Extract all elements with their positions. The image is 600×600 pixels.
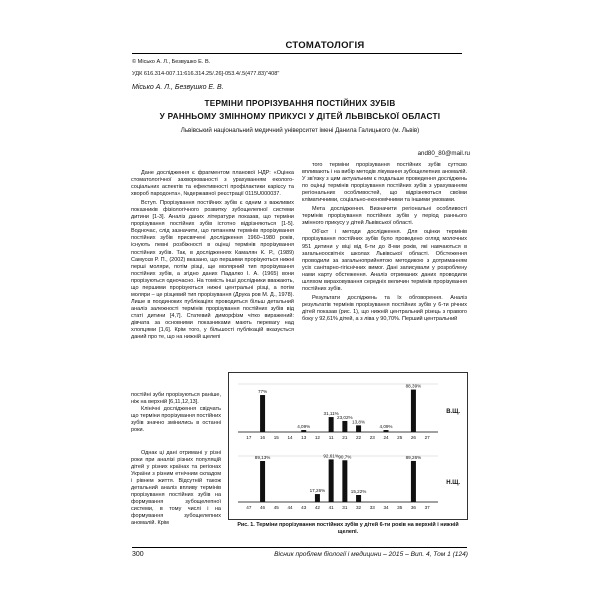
bar bbox=[356, 425, 361, 432]
left-narrow-column-2 bbox=[131, 450, 221, 528]
institution: Львівський національний медичний університет імені Данила Галицького (м. Львів) bbox=[180, 127, 420, 134]
bar bbox=[342, 421, 347, 432]
tick-label: 21 bbox=[342, 435, 348, 440]
tick-label: 42 bbox=[314, 505, 320, 510]
paragraph: Клінічні дослідження свідчать що терміни прорізування постійних зубів значно змінились в останні роки. bbox=[131, 406, 221, 434]
paragraph: постійні зуби прорізуються раніше, ніж на верхній [6,11,12,13]. bbox=[131, 392, 221, 406]
panel-title: В.Щ. bbox=[446, 409, 460, 415]
paragraph: Дане дослідження є фрагментом планової НДР: «Оцінка стоматологічної захворюваності з урахуванням еколого-соціальних аспектів та ефективності профілактики карієсу та хвороб пародонта», №державної реєстрації 0115U000037. bbox=[131, 170, 294, 198]
tick-label: 46 bbox=[260, 505, 266, 510]
bar bbox=[411, 390, 416, 432]
tick-label: 17 bbox=[246, 435, 252, 440]
udk-code: УДК 616.314-007.11:616.314.25/.26]-053.4/.5(477.83)"408" bbox=[132, 71, 280, 77]
paragraph: того терміни прорізування постійних зубів суттєво впливають і на вибір методів лікування зубощелепних аномалій. У зв'язку з цим актуальним є подальше проведення досліджень по оцінці термінів прорізування постійних зубів з урахуванням регіональних особливостей, що відрізняються своїми кліматичними, соціально-економічними та іншими умовами. bbox=[302, 162, 467, 204]
tick-label: 16 bbox=[260, 435, 266, 440]
tick-label: 43 bbox=[301, 505, 307, 510]
panel-title: Н.Щ. bbox=[446, 480, 460, 486]
bar bbox=[301, 430, 306, 432]
copyright: © Місько А. Л., Безвушко Е. В. bbox=[132, 59, 211, 65]
data-label: 13,8% bbox=[352, 419, 366, 425]
tick-label: 37 bbox=[424, 505, 430, 510]
data-label: 88,39% bbox=[405, 383, 422, 389]
bar bbox=[384, 430, 389, 432]
paragraph: Однак ці дані отримані у різні роки при аналізі різних популяцій дітей у різних країнах та регіонах України з різним етнічним складом і рівнем життя. Відсутній також детальний аналіз впливу термінів прорізування постійних зубів на формування зубощелепної системи, в тому числі і на формування зубощелепних аномалій. Крім bbox=[131, 450, 221, 527]
tick-label: 27 bbox=[424, 435, 430, 440]
paragraph: Вступ. Прорізування постійних зубів є одним з важливих показників фізіологічного розвитку зубощелепної системи дитини [1-3]. Аналіз даних літератури показав, що терміни прорізування постійних зубів істотно відрізняються [1-5]. Водночас, слід зазначити, що питанням термінів прорізування постійних зубів присвячені дослідження 1960–1980 років, існують певні розбіжності в оцінці термінів прорізування постійних зубів. Так, в дослідженнях Камалян К. Р., (1989) Самусєв Р. П., (2002) вказано, що першими прорізуються нижні перші моляри, потім різці, ще молярний тип прорізування постійних зубів, а згідно даних Падалко І. А. (1965) вони прорізуються одночасно. На томість інші дослідники вважають, що першими прорізуються нижні центральні різці, а потім моляри – це різцевий тип прорізування (Друка ров М. Д., 1978). Лише в поодиноких публікаціях проводиться більш детальний аналіз залежності термінів прорізування постійних зубів від статі дитини [4,7]. Статевий диморфізм чітко виражений: дівчата за основними показниками мають перевагу над хлопцями [1,6]. Крім того, у більшості публікацій вказується даний про те, що на нижній щелепі bbox=[131, 200, 294, 341]
bar bbox=[329, 417, 334, 432]
data-label: 4,09% bbox=[379, 424, 393, 430]
tick-label: 34 bbox=[383, 505, 389, 510]
data-label: 92,61% bbox=[323, 453, 339, 459]
journal-name: Вісник проблем біології і медицини – 2015 – Вип. 4, Том 1 (124) bbox=[274, 551, 468, 558]
tick-label: 11 bbox=[328, 435, 334, 440]
tick-label: 44 bbox=[287, 505, 293, 510]
data-label: 4,09% bbox=[297, 424, 311, 430]
tick-label: 15 bbox=[273, 435, 279, 440]
figure-caption: Рис. 1. Терміни прорізування постійних зубів у дітей 6-ти років на верхній і нижній щелепі. bbox=[237, 522, 459, 535]
paragraph: Мета дослідження. Визначити регіональні особливості термінів прорізування постійних зубів у період раннього змінного прикусу у дітей Львівської області. bbox=[302, 206, 467, 227]
paragraph: Об'єкт і методи дослідження. Для оцінки термінів прорізування постійних зубів було проведено огляд молочних 951 дитини у віці від 6-ти до 8-ми років, які навчаються в загальноосвітніх школах Львівської області. Обстеження проводили за загальноприйнятою методикою з дотриманням усіх санітарно-гігієнічних вимог. Дані записували у розроблену нами карту обстеження. Аналіз отриманих даних проводили шляхом вираховування середніх величин термінів прорізування постійних зубів. bbox=[302, 229, 467, 292]
right-column bbox=[302, 162, 467, 323]
article-title-line1: ТЕРМІНИ ПРОРІЗУВАННЯ ПОСТІЙНИХ ЗУБІВ bbox=[204, 99, 396, 108]
figure-chart bbox=[228, 372, 468, 520]
tick-label: 25 bbox=[397, 435, 403, 440]
data-label: 17,26% bbox=[309, 488, 326, 494]
data-label: 23,02% bbox=[337, 414, 353, 420]
tick-label: 14 bbox=[287, 435, 293, 440]
data-label: 90,7% bbox=[338, 454, 352, 460]
tick-label: 35 bbox=[397, 505, 403, 510]
tick-label: 12 bbox=[314, 435, 320, 440]
data-label: 89,13% bbox=[254, 455, 271, 461]
tick-label: 23 bbox=[369, 435, 375, 440]
footer-rule bbox=[132, 547, 467, 548]
tick-label: 13 bbox=[301, 435, 307, 440]
bar bbox=[356, 495, 361, 502]
tick-label: 32 bbox=[356, 505, 362, 510]
bar bbox=[329, 459, 334, 502]
tick-label: 45 bbox=[273, 505, 279, 510]
bar bbox=[411, 461, 416, 502]
section-header: СТОМАТОЛОГІЯ bbox=[285, 40, 365, 51]
left-narrow-column-1 bbox=[131, 392, 221, 434]
header-rule bbox=[132, 53, 462, 54]
bar bbox=[315, 494, 320, 502]
paragraph: Результати досліджень та їх обговорення. Аналіз результатів термінів прорізування постійних зубів у 6-ти річних дітей показав (рис. 1), що нижній центральний різець з правого боку у 92,61% дітей, а з ліва у 90,70%. Перший центральний bbox=[302, 294, 467, 322]
data-label: 15,22% bbox=[350, 488, 367, 494]
data-label: 89,26% bbox=[405, 454, 422, 460]
article-title-line2: У РАННЬОМУ ЗМІННОМУ ПРИКУСІ У ДІТЕЙ ЛЬВІВСЬКОЇ ОБЛАСТІ bbox=[159, 112, 441, 121]
teeth-eruption-chart bbox=[228, 372, 468, 520]
tick-label: 36 bbox=[410, 505, 416, 510]
data-label: 77% bbox=[257, 389, 268, 395]
tick-label: 31 bbox=[342, 505, 348, 510]
bar bbox=[260, 395, 265, 432]
tick-label: 26 bbox=[410, 435, 416, 440]
tick-label: 47 bbox=[246, 505, 252, 510]
tick-label: 24 bbox=[383, 435, 389, 440]
bar bbox=[342, 460, 347, 502]
bar bbox=[260, 461, 265, 502]
tick-label: 22 bbox=[356, 435, 362, 440]
page-number: 300 bbox=[132, 551, 144, 558]
email-link[interactable]: and80_80@mail.ru bbox=[417, 150, 470, 157]
data-label: 31,11% bbox=[323, 411, 339, 417]
authors: Місько А. Л., Безвушко Е. В. bbox=[132, 84, 224, 91]
tick-label: 41 bbox=[328, 505, 334, 510]
left-column bbox=[131, 170, 294, 341]
tick-label: 33 bbox=[369, 505, 375, 510]
